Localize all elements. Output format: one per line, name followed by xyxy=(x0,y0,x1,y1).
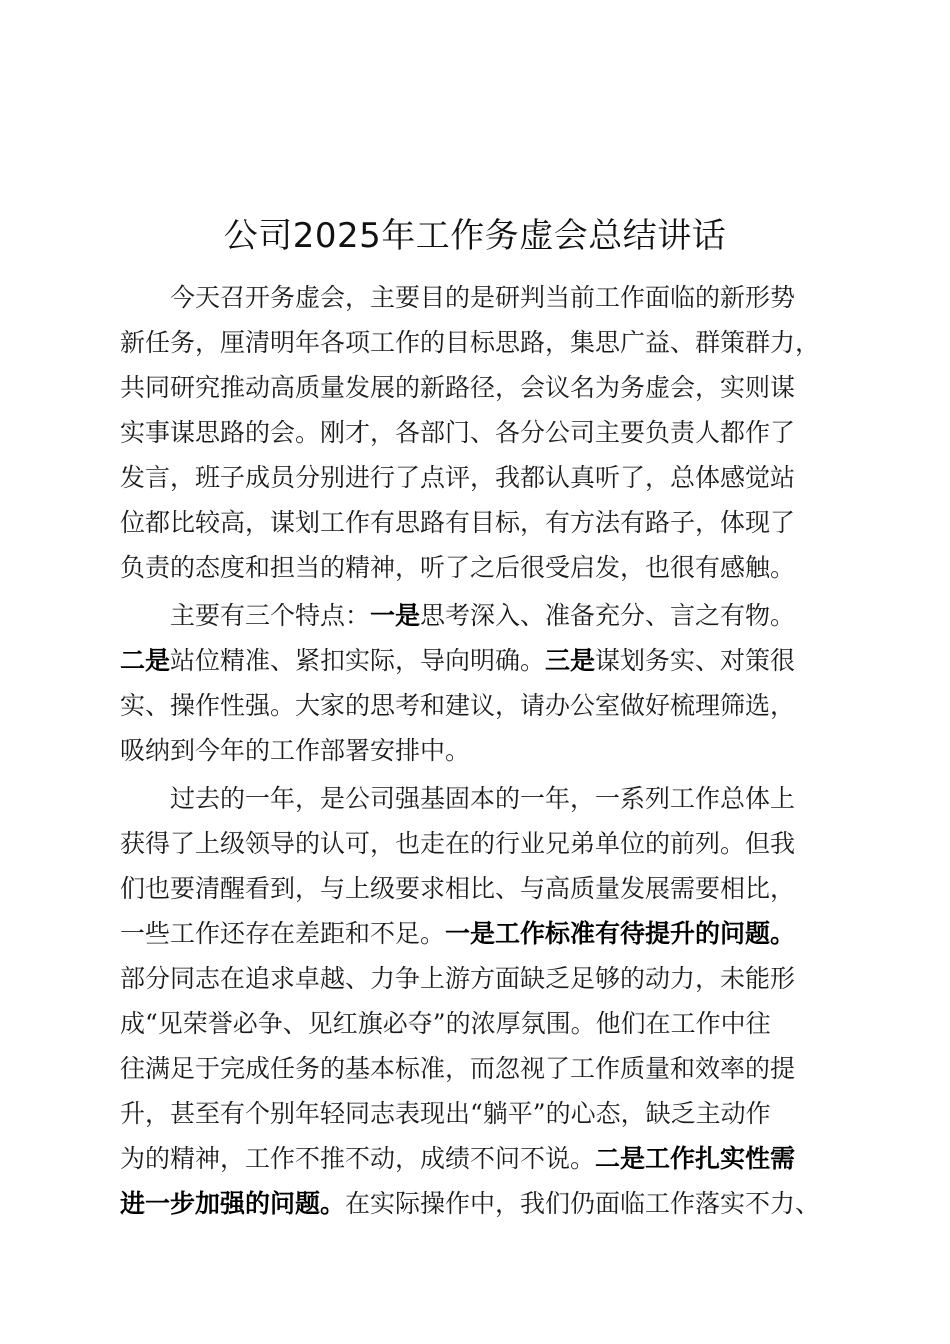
bold-marker: 三是 xyxy=(545,646,596,675)
bold-heading: 一是工作标准有待提升的问题。 xyxy=(445,919,796,948)
paragraph-2 xyxy=(120,593,820,773)
text-line xyxy=(120,1136,820,1181)
paragraph-3 xyxy=(120,776,820,1226)
paragraph-1 xyxy=(120,275,820,590)
text-line: 新任务，厘清明年各项工作的目标思路，集思广益、群策群力， xyxy=(120,328,821,357)
text-span: 谋划务实、对策很 xyxy=(595,646,796,675)
text-line: 往满足于完成任务的基本标准，而忽视了工作质量和效率的提 xyxy=(120,1054,796,1083)
text-line: 位都比较高，谋划工作有思路有目标，有方法有路子，体现了 xyxy=(120,508,796,537)
text-line: 实事谋思路的会。刚才，各部门、各分公司主要负责人都作了 xyxy=(120,418,796,447)
text-line: 升，甚至有个别年轻同志表现出“躺平”的心态，缺乏主动作 xyxy=(120,1099,771,1128)
document-title: 公司2025年工作务虚会总结讲话 xyxy=(223,216,727,256)
text-line: 实、操作性强。大家的思考和建议，请办公室做好梳理筛选， xyxy=(120,691,796,720)
text-span: 为的精神，工作不推不动，成绩不问不说。 xyxy=(120,1144,596,1173)
text-line: 今天召开务虚会，主要目的是研判当前工作面临的新形势 xyxy=(170,283,796,312)
text-line: 共同研究推动高质量发展的新路径，会议名为务虚会，实则谋 xyxy=(120,373,796,402)
text-line: 过去的一年，是公司强基固本的一年，一系列工作总体上 xyxy=(170,784,796,813)
text-span: 主要有三个特点： xyxy=(170,601,371,630)
text-line: 获得了上级领导的认可，也走在的行业兄弟单位的前列。但我 xyxy=(120,829,796,858)
bold-marker: 一是 xyxy=(370,601,421,630)
text-line: 发言，班子成员分别进行了点评，我都认真听了，总体感觉站 xyxy=(120,463,796,492)
text-line: 成“见荣誉必争、见红旗必夺”的浓厚氛围。他们在工作中往 xyxy=(120,1009,771,1038)
text-line: 部分同志在追求卓越、力争上游方面缺乏足够的动力，未能形 xyxy=(120,964,796,993)
bold-heading: 进一步加强的问题。 xyxy=(120,1189,346,1218)
text-span: 站位精准、紧扣实际，导向明确。 xyxy=(170,646,546,675)
text-line: 负责的态度和担当的精神，听了之后很受启发，也很有感触。 xyxy=(120,553,796,582)
text-line xyxy=(120,1181,820,1226)
text-line: 吸纳到今年的工作部署安排中。 xyxy=(120,736,471,765)
document-body xyxy=(120,275,820,1226)
text-line xyxy=(120,911,820,956)
text-span: 思考深入、准备充分、言之有物。 xyxy=(420,601,796,630)
text-line xyxy=(120,593,820,638)
bold-heading: 二是工作扎实性需 xyxy=(595,1144,796,1173)
bold-marker: 二是 xyxy=(120,646,171,675)
text-line xyxy=(120,638,820,683)
text-span: 一些工作还存在差距和不足。 xyxy=(120,919,446,948)
text-line: 们也要清醒看到，与上级要求相比、与高质量发展需要相比， xyxy=(120,874,796,903)
text-span: 在实际操作中，我们仍面临工作落实不力、 xyxy=(345,1189,821,1218)
